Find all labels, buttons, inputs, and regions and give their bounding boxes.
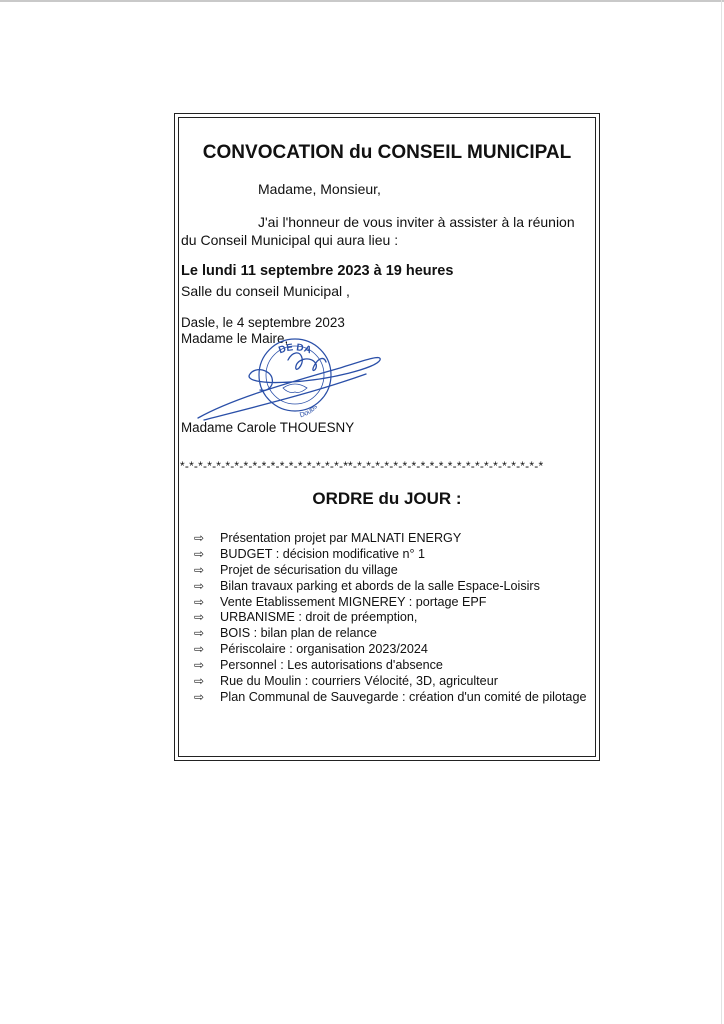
agenda-item-text: Plan Communal de Sauvegarde : création d'un comité de pilotage [220, 689, 587, 704]
agenda-item-text: Rue du Moulin : courriers Vélocité, 3D, agriculteur [220, 674, 498, 689]
agenda-item [194, 531, 586, 547]
agenda-item-text: Vente Etablissement MIGNEREY : portage EPF [220, 594, 487, 609]
salutation: Madame, Monsieur, [258, 181, 381, 197]
agenda-item-text: URBANISME : droit de préemption, [220, 610, 418, 625]
hollow-right-arrow-icon: ⇨ [194, 546, 205, 561]
hollow-right-arrow-icon: ⇨ [194, 562, 205, 577]
hollow-right-arrow-icon: ⇨ [194, 642, 205, 657]
agenda-item [194, 579, 586, 595]
seal-emblem [283, 384, 307, 393]
agenda-title: ORDRE du JOUR : [312, 489, 462, 508]
meeting-place: Salle du conseil Municipal , [181, 283, 350, 299]
agenda-item-text: Projet de sécurisation du village [220, 562, 398, 577]
agenda-item [194, 547, 586, 563]
agenda-item [194, 674, 586, 690]
hollow-right-arrow-icon: ⇨ [194, 674, 205, 689]
agenda-item [194, 642, 586, 658]
seal-text-top: DE DA [277, 342, 313, 357]
agenda-item [194, 626, 586, 642]
hollow-right-arrow-icon: ⇨ [194, 578, 205, 593]
intro-line-2: du Conseil Municipal qui aura lieu : [181, 232, 399, 248]
agenda-item-text: Présentation projet par MALNATI ENERGY [220, 531, 462, 545]
signatory-name: Madame Carole THOUESNY [181, 420, 355, 435]
signature-role: Madame le Maire, [181, 331, 289, 346]
agenda-item [194, 610, 586, 626]
signature-place-date: Dasle, le 4 septembre 2023 [181, 315, 345, 330]
intro-line-1: J'ai l'honneur de vous inviter à assister à la réunion [258, 214, 575, 230]
hollow-right-arrow-icon: ⇨ [194, 610, 205, 625]
agenda-item [194, 658, 586, 674]
separator-line: *-*-*-*-*-*-*-*-*-*-*-*-*-*-*-*-*-*-**-*-*-*-*-*-*-*-*-*-*-*-*-*-*-*-*-*-*-*-*-* [180, 459, 544, 473]
agenda-item-text: Bilan travaux parking et abords de la salle Espace-Loisirs [220, 578, 540, 593]
agenda-item [194, 563, 586, 579]
scan-edge-right [721, 0, 722, 1024]
hollow-right-arrow-icon: ⇨ [194, 531, 205, 545]
document-title: CONVOCATION du CONSEIL MUNICIPAL [202, 142, 572, 163]
agenda-item-text: BUDGET : décision modificative n° 1 [220, 546, 425, 561]
agenda-item-text: Personnel : Les autorisations d'absence [220, 658, 443, 673]
hollow-right-arrow-icon: ⇨ [194, 594, 205, 609]
agenda-item [194, 690, 586, 706]
agenda-item-text: BOIS : bilan plan de relance [220, 626, 377, 641]
agenda-item-text: Périscolaire : organisation 2023/2024 [220, 642, 428, 657]
agenda-list [194, 531, 586, 706]
hollow-right-arrow-icon: ⇨ [194, 626, 205, 641]
mayor-seal-and-signature [190, 330, 390, 430]
agenda-item [194, 595, 586, 611]
seal-text-bottom: Doubs [299, 403, 319, 420]
hollow-right-arrow-icon: ⇨ [194, 689, 205, 704]
meeting-date: Le lundi 11 septembre 2023 à 19 heures [181, 263, 454, 279]
hollow-right-arrow-icon: ⇨ [194, 658, 205, 673]
scan-edge-top [0, 0, 724, 2]
